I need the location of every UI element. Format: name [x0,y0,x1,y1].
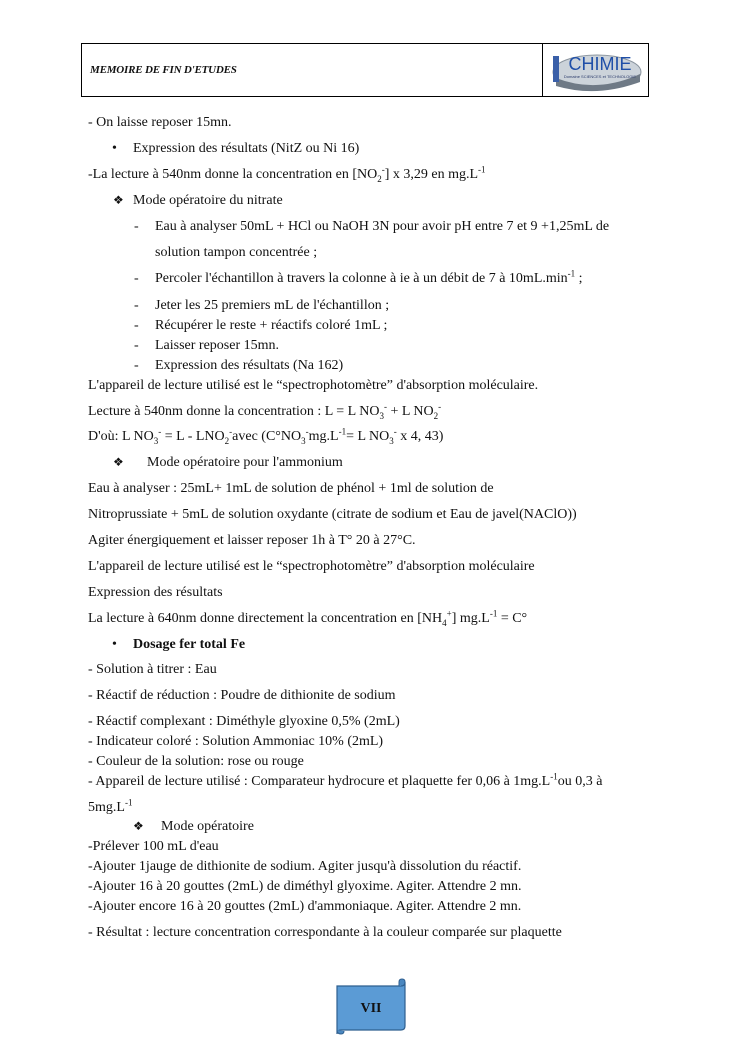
dash-icon: - [134,318,139,333]
dash-icon: - [134,338,139,353]
text-line: -Ajouter encore 16 à 20 gouttes (2mL) d'ammoniaque. Agiter. Attendre 2 mn. [88,899,522,914]
header-title: MEMOIRE DE FIN D'ETUDES [90,64,237,76]
chimie-logo [550,48,644,92]
section-heading: Mode opératoire pour l'ammonium [147,455,343,470]
text-line: L'appareil de lecture utilisé est le “spectrophotomètre” d'absorption moléculaire. [88,378,539,393]
bullet-icon: • [112,637,117,652]
text-line: - Réactif complexant : Diméthyle glyoxine 0,5% (2mL) [88,714,400,729]
text-line: Nitroprussiate + 5mL de solution oxydante (citrate de sodium et Eau de javel(NAClO)) [88,507,577,522]
logo-text: CHIMIE [568,54,632,74]
text-line: - Couleur de la solution: rose ou rouge [88,754,304,769]
dash-icon: - [134,358,139,373]
text-line: -Ajouter 1jauge de dithionite de sodium. Agiter jusqu'à dissolution du réactif. [88,859,522,874]
text-line: -Prélever 100 mL d'eau [88,839,219,854]
section-heading: Mode opératoire [161,819,254,834]
diamond-bullet-icon: ❖ [133,819,144,833]
formula-line: La lecture à 640nm donne directement la concentration en $[NH_4^+] mg.L^{-1} = C^\circ$ [88,608,528,628]
list-item: Expression des résultats (Na 162) [155,358,344,373]
dash-icon: - [134,219,139,234]
text-line: - Appareil de lecture utilisé : Comparateur hydrocure et plaquette fer 0,06 à $1mg.L^{-1}ou$ 0,3 à [88,771,603,789]
list-item: Eau à analyser 50mL + HCl ou NaOH 3N pour avoir pH entre 7 et 9 +1,25mL de [155,219,610,234]
text-line: -Ajouter 16 à 20 gouttes (2mL) de diméthyl glyoxime. Agiter. Attendre 2 mn. [88,879,522,894]
page-header [81,43,649,97]
text-line: Agiter énergiquement et laisser reposer 1h à T° 20 à 27°C. [88,533,416,548]
formula-line: Lecture à 540nm donne la concentration : L = L $NO_3^- + L$ $NO_2^-$ [88,401,442,421]
diamond-bullet-icon: ❖ [113,455,124,469]
formula-line: D'où: L $NO_3^- = L$ - $LNO_2^-avec$ ($C^\circ NO_3^-mg.L^{-1}= L$ $NO_3^-$ x 4, 43) [88,426,444,446]
text-line: L'appareil de lecture utilisé est le “spectrophotomètre” d'absorption moléculaire [88,559,535,574]
section-heading: Dosage fer total Fe [133,637,246,652]
text-line: Expression des résultats [88,585,223,600]
page-number: VII [360,1001,382,1016]
page-number-scroll [333,978,407,1036]
diamond-bullet-icon: ❖ [113,193,124,207]
bullet-icon: • [112,141,117,156]
section-heading: Mode opératoire du nitrate [133,193,283,208]
text-line: Expression des résultats (NitZ ou Ni 16) [133,141,360,156]
text-line: -La lecture à 540nm donne la concentration en $[NO_2^-]$ x 3,29 en $mg.L^{-1}$ [88,164,486,184]
header-divider [542,44,543,96]
text-line: - Indicateur coloré : Solution Ammoniac 10% (2mL) [88,734,384,749]
text-line: Eau à analyser : 25mL+ 1mL de solution de phénol + 1ml de solution de [88,481,494,496]
dash-icon: - [134,271,139,286]
dash-icon: - [134,298,139,313]
text-line: - Solution à titrer : Eau [88,662,217,677]
list-item-continued: solution tampon concentrée ; [155,245,318,260]
list-item: Récupérer le reste + réactifs coloré 1mL ; [155,318,388,333]
text-line: - Réactif de réduction : Poudre de dithionite de sodium [88,688,396,703]
list-item: Percoler l'échantillon à travers la colonne à ie à un débit de 7 à $10mL.\min^{-1}$ ; [155,268,583,286]
logo-subtitle: Domaine SCIENCES et TECHNOLOGIE [563,74,637,79]
text-line: - Résultat : lecture concentration correspondante à la couleur comparée sur plaquette [88,925,562,940]
text-line: - On laisse reposer 15mn. [88,115,232,130]
list-item: Laisser reposer 15mn. [155,338,280,353]
text-line: $5mg.L^{-1}$ [88,797,133,815]
list-item: Jeter les 25 premiers mL de l'échantillon ; [155,298,390,313]
